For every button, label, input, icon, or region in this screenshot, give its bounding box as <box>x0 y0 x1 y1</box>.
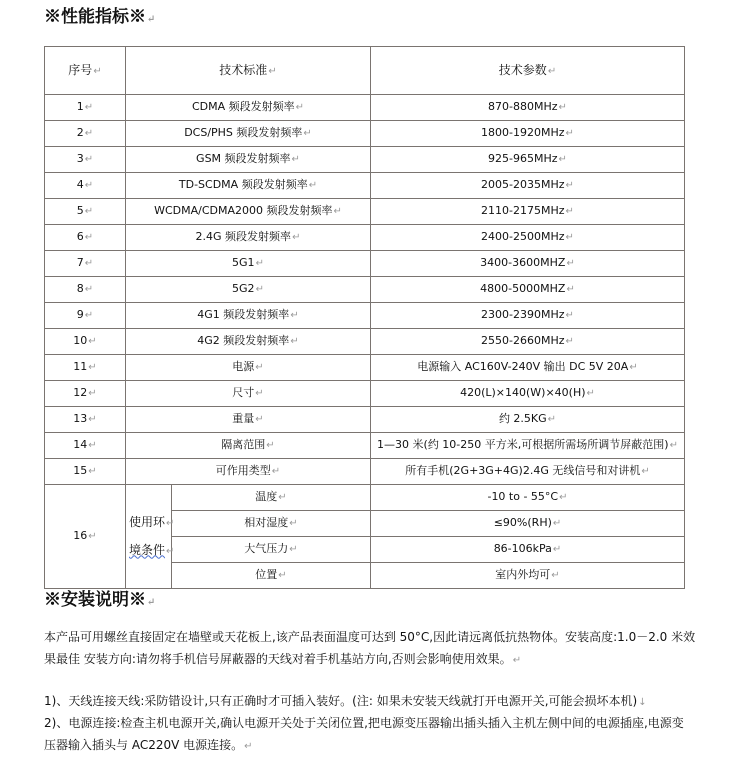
text: 870-880MHz <box>488 100 558 113</box>
paragraph-mark-icon: ↵ <box>88 336 97 347</box>
table-row <box>45 381 685 407</box>
row-number-cell <box>45 485 126 589</box>
text: 10 <box>73 334 88 347</box>
param-cell <box>371 433 685 459</box>
paragraph-mark-icon: ↵ <box>93 65 102 77</box>
paragraph-mark-icon: ↵ <box>278 570 287 581</box>
param-cell <box>371 329 685 355</box>
paragraph-mark-icon: ↵ <box>88 388 97 399</box>
table-row <box>45 121 685 147</box>
paragraph-mark-icon: ↵ <box>88 414 97 425</box>
text: 技术参数 <box>498 62 547 77</box>
spec-title-text: ※性能指标※ <box>44 7 146 27</box>
row-number-cell <box>45 459 126 485</box>
standard-cell <box>126 199 371 225</box>
paragraph-mark-icon: ↵ <box>551 570 560 581</box>
paragraph-mark-icon: ↵ <box>290 336 299 347</box>
text: 1 <box>76 100 84 113</box>
header-cell-param <box>371 47 685 95</box>
paragraph-mark-icon: ↵ <box>552 544 562 555</box>
standard-cell <box>126 121 371 147</box>
row-number-cell <box>45 251 126 277</box>
paragraph-mark-icon: ↵ <box>88 531 97 542</box>
paragraph-mark-icon: ↵ <box>268 65 277 77</box>
text: 13 <box>73 412 88 425</box>
install-step-power <box>44 712 724 758</box>
row-number-cell <box>45 329 126 355</box>
text: 大气压力 <box>244 542 289 555</box>
standard-cell <box>126 277 371 303</box>
standard-cell <box>172 563 371 589</box>
row-number-cell <box>45 199 126 225</box>
paragraph-mark-icon: ↵ <box>333 206 342 217</box>
param-cell <box>371 511 685 537</box>
text: 2110-2175MHz <box>481 204 565 217</box>
table-row <box>45 329 685 355</box>
spellcheck-underline: 境条件 <box>129 542 166 557</box>
standard-cell <box>126 95 371 121</box>
standard-cell <box>172 485 371 511</box>
paragraph-mark-icon: ↵ <box>84 310 94 321</box>
text: 室内外均可 <box>495 568 551 581</box>
paragraph-mark-icon: ↵ <box>641 466 650 477</box>
table-row <box>45 225 685 251</box>
text: 86-106kPa <box>493 542 552 555</box>
row-number-cell <box>45 303 126 329</box>
paragraph-mark-icon: ↵ <box>295 102 305 113</box>
text: 15 <box>73 464 88 477</box>
paragraph-mark-icon: ↵ <box>147 14 156 25</box>
table-row <box>45 199 685 225</box>
param-cell <box>371 537 685 563</box>
text: 使用环 <box>129 514 166 529</box>
row-number-cell <box>45 225 126 251</box>
paragraph-mark-icon: ↵ <box>292 232 301 243</box>
paragraph-mark-icon: ↵ <box>586 388 595 399</box>
text: 尺寸 <box>232 386 255 399</box>
paragraph-mark-icon: ↵ <box>84 180 94 191</box>
table-row-env <box>45 485 685 511</box>
paragraph-mark-icon: ↵ <box>255 362 264 373</box>
paragraph-mark-icon: ↵ <box>558 154 567 165</box>
text: 2550-2660MHz <box>481 334 565 347</box>
row-number-cell <box>45 147 126 173</box>
text: 4G2 频段发射频率 <box>197 334 290 347</box>
step2-line-1: 2)、电源连接:检查主机电源开关,确认电源开关处于关闭位置,把电源变压器输出插头插入主机左侧中间的电源插座,电源变 <box>44 716 684 730</box>
paragraph-mark-icon: ↵ <box>290 310 299 321</box>
paragraph-mark-icon: ↵ <box>669 440 678 451</box>
paragraph-mark-icon: ↵ <box>512 655 522 666</box>
text: GSM 频段发射频率 <box>196 152 291 165</box>
paragraph-mark-icon: ↵ <box>289 544 298 555</box>
paragraph-mark-icon: ↵ <box>559 492 568 503</box>
paragraph-mark-icon: ↵ <box>88 440 97 451</box>
param-cell <box>371 459 685 485</box>
paragraph-mark-icon: ↵ <box>308 180 318 191</box>
install-step-antenna <box>44 690 724 714</box>
text: 2 <box>76 126 84 139</box>
row-number-cell <box>45 95 126 121</box>
text: 压器输入插头与 AC220V 电源连接。 <box>44 738 244 752</box>
intro-line-1: 本产品可用螺丝直接固定在墙壁或天花板上,该产品表面温度可达到 50°C,因此请远离低抗热物体。安装高度:1.0－2.0 米效 <box>44 630 696 644</box>
paragraph-mark-icon: ↵ <box>565 232 574 243</box>
paragraph-mark-icon: ↵ <box>84 284 94 295</box>
paragraph-mark-icon: ↵ <box>565 180 574 191</box>
table-row <box>45 407 685 433</box>
standard-cell <box>126 355 371 381</box>
paragraph-mark-icon: ↵ <box>565 128 574 139</box>
param-cell <box>371 407 685 433</box>
text: DCS/PHS 频段发射频率 <box>184 126 303 139</box>
text: 约 2.5KG <box>498 412 547 425</box>
text: 6 <box>76 230 84 243</box>
standard-cell <box>126 225 371 251</box>
standard-cell <box>126 407 371 433</box>
table-row <box>45 433 685 459</box>
text: 果最佳 安装方向:请勿将手机信号屏蔽器的天线对着手机基站方向,否则会影响使用效果。 <box>44 652 512 666</box>
text: 可作用类型 <box>215 464 271 477</box>
text: 1)、天线连接天线:采防错设计,只有正确时才可插入装好。(注: 如果未安装天线就打开电源开关,可能会损坏本机) <box>44 694 638 708</box>
text: 5 <box>76 204 84 217</box>
line-break-icon: ↓ <box>638 697 647 708</box>
text: 4G1 频段发射频率 <box>197 308 290 321</box>
paragraph-mark-icon: ↵ <box>566 258 575 269</box>
param-cell <box>371 303 685 329</box>
paragraph-mark-icon: ↵ <box>84 154 94 165</box>
text: 温度 <box>255 490 278 503</box>
row-number-cell <box>45 433 126 459</box>
param-cell <box>371 95 685 121</box>
paragraph-mark-icon: ↵ <box>558 102 567 113</box>
text: 5G2 <box>232 282 255 295</box>
install-intro-paragraph <box>44 626 724 672</box>
table-row <box>45 95 685 121</box>
paragraph-mark-icon: ↵ <box>147 597 156 608</box>
paragraph-mark-icon: ↵ <box>289 518 298 529</box>
text: 1—30 米(约 10-250 平方米,可根据所需场所调节屏蔽范围) <box>377 438 669 451</box>
paragraph-mark-icon: ↵ <box>255 388 264 399</box>
standard-cell <box>126 147 371 173</box>
paragraph-mark-icon: ↵ <box>271 466 281 477</box>
param-cell <box>371 225 685 251</box>
param-cell <box>371 485 685 511</box>
text: 技术标准 <box>219 62 268 77</box>
paragraph-mark-icon: ↵ <box>88 466 97 477</box>
param-cell <box>371 121 685 147</box>
paragraph-mark-icon: ↵ <box>278 492 287 503</box>
text: 1800-1920MHz <box>481 126 565 139</box>
table-row <box>45 147 685 173</box>
text: 3 <box>76 152 84 165</box>
text: 4800-5000MHZ <box>480 282 566 295</box>
paragraph-mark-icon: ↵ <box>166 517 175 529</box>
text: 相对湿度 <box>244 516 289 529</box>
text: ≤90%(RH) <box>493 516 552 529</box>
paragraph-mark-icon: ↵ <box>84 102 94 113</box>
paragraph-mark-icon: ↵ <box>84 232 94 243</box>
paragraph-mark-icon: ↵ <box>547 414 557 425</box>
standard-cell <box>172 537 371 563</box>
text: 7 <box>76 256 84 269</box>
param-cell <box>371 381 685 407</box>
text: 重量 <box>232 412 255 425</box>
text: 2.4G 频段发射频率 <box>195 230 292 243</box>
install-section-title <box>44 589 155 614</box>
standard-cell <box>126 173 371 199</box>
paragraph-mark-icon: ↵ <box>84 258 94 269</box>
text: 420(L)×140(W)×40(H) <box>460 386 586 399</box>
text: 2400-2500MHz <box>481 230 565 243</box>
param-cell <box>371 199 685 225</box>
standard-cell <box>126 459 371 485</box>
text: -10 to - 55°C <box>487 490 559 503</box>
text: 4 <box>76 178 84 191</box>
table-row <box>45 173 685 199</box>
row-number-cell <box>45 277 126 303</box>
paragraph-mark-icon: ↵ <box>255 258 264 269</box>
spec-table <box>44 46 685 589</box>
text: 2005-2035MHz <box>481 178 565 191</box>
row-number-cell <box>45 407 126 433</box>
step2-line-2 <box>44 734 724 758</box>
text: 5G1 <box>232 256 255 269</box>
text: WCDMA/CDMA2000 频段发射频率 <box>154 204 333 217</box>
text: 3400-3600MHZ <box>480 256 566 269</box>
table-row <box>45 251 685 277</box>
param-cell <box>371 355 685 381</box>
paragraph-mark-icon: ↵ <box>84 128 94 139</box>
paragraph-mark-icon: ↵ <box>547 65 557 77</box>
paragraph-mark-icon: ↵ <box>84 206 94 217</box>
text: 9 <box>76 308 84 321</box>
standard-cell <box>126 433 371 459</box>
text: 14 <box>73 438 88 451</box>
row-number-cell <box>45 173 126 199</box>
text: 序号 <box>68 62 93 77</box>
paragraph-mark-icon: ↵ <box>291 154 300 165</box>
standard-cell <box>126 381 371 407</box>
paragraph-mark-icon: ↵ <box>303 128 312 139</box>
text: 2300-2390MHz <box>481 308 565 321</box>
text: 隔离范围 <box>221 438 266 451</box>
header-cell-standard <box>126 47 371 95</box>
text: 925-965MHz <box>488 152 558 165</box>
standard-cell <box>172 511 371 537</box>
paragraph-mark-icon: ↵ <box>552 518 562 529</box>
text: TD-SCDMA 频段发射频率 <box>178 178 308 191</box>
text: 12 <box>73 386 88 399</box>
param-cell <box>371 251 685 277</box>
standard-cell <box>126 303 371 329</box>
param-cell <box>371 277 685 303</box>
table-row <box>45 303 685 329</box>
install-title-text: ※安装说明※ <box>44 590 146 610</box>
paragraph-mark-icon: ↵ <box>88 362 97 373</box>
table-row <box>45 459 685 485</box>
table-row <box>45 355 685 381</box>
text: 16 <box>73 529 88 542</box>
text: 电源 <box>232 360 255 373</box>
paragraph-mark-icon: ↵ <box>565 336 574 347</box>
text: 11 <box>73 360 88 373</box>
paragraph-mark-icon: ↵ <box>566 284 575 295</box>
text: 电源输入 AC160V-240V 输出 DC 5V 20A <box>417 360 629 373</box>
param-cell <box>371 173 685 199</box>
text: 所有手机(2G+3G+4G)2.4G 无线信号和对讲机 <box>405 464 641 477</box>
row-number-cell <box>45 355 126 381</box>
header-cell-no <box>45 47 126 95</box>
text: CDMA 频段发射频率 <box>191 100 295 113</box>
param-cell <box>371 563 685 589</box>
text: 位置 <box>255 568 278 581</box>
table-row <box>45 277 685 303</box>
paragraph-mark-icon: ↵ <box>166 545 175 557</box>
paragraph-mark-icon: ↵ <box>565 206 574 217</box>
param-cell <box>371 147 685 173</box>
intro-line-2 <box>44 648 724 672</box>
paragraph-mark-icon: ↵ <box>244 741 253 752</box>
paragraph-mark-icon: ↵ <box>565 310 574 321</box>
row-number-cell <box>45 121 126 147</box>
paragraph-mark-icon: ↵ <box>629 362 638 373</box>
standard-cell <box>126 251 371 277</box>
table-header-row <box>45 47 685 95</box>
paragraph-mark-icon: ↵ <box>266 440 275 451</box>
row-number-cell <box>45 381 126 407</box>
paragraph-mark-icon: ↵ <box>255 284 264 295</box>
spec-section-title <box>44 6 155 31</box>
env-conditions-label <box>126 485 175 589</box>
text: 8 <box>76 282 84 295</box>
standard-cell <box>126 329 371 355</box>
paragraph-mark-icon: ↵ <box>255 414 264 425</box>
